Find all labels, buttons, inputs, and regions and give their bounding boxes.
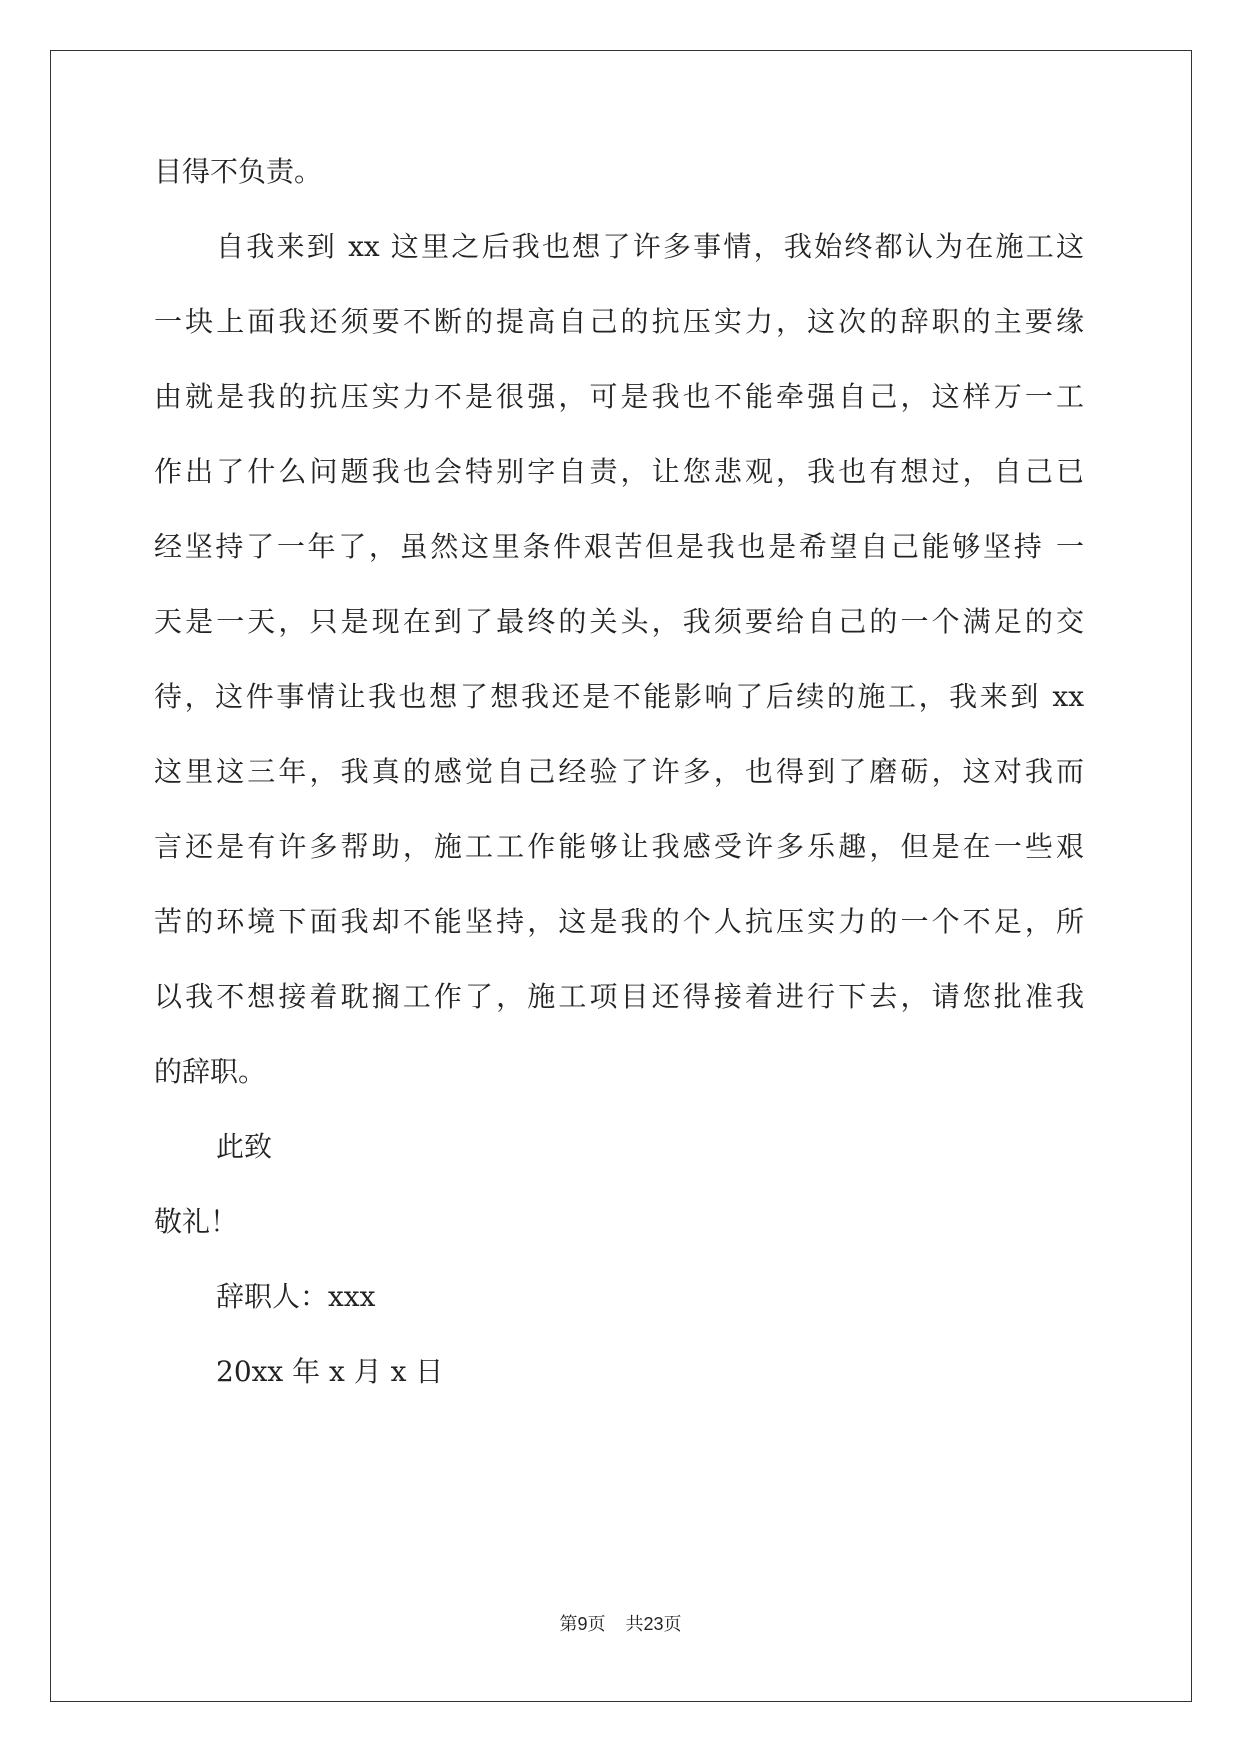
date-line: 20xx 年 x 月 x 日 [216, 1355, 444, 1388]
body-line: 天是一天，只是现在到了最终的关头，我须要给自己的一个满足的交 [154, 605, 1084, 638]
closing-text: 此致 [216, 1130, 273, 1163]
footer-total-unit: 页 [663, 1614, 682, 1635]
body-line: 由就是我的抗压实力不是很强，可是我也不能牵强自己，这样万一工 [154, 380, 1084, 413]
footer-page-number: 9 [577, 1614, 588, 1634]
body-line: 言还是有许多帮助，施工工作能够让我感受许多乐趣，但是在一些艰 [154, 830, 1084, 863]
body-line: 自我来到 xx 这里之后我也想了许多事情，我始终都认为在施工这 [216, 230, 1084, 263]
body-line: 经坚持了一年了，虽然这里条件艰苦但是我也是希望自己能够坚持 一 [154, 530, 1084, 563]
body-line: 一块上面我还须要不断的提高自己的抗压实力，这次的辞职的主要缘 [154, 305, 1084, 338]
footer-total-prefix: 共 [625, 1614, 644, 1635]
body-line: 的辞职。 [154, 1055, 267, 1088]
signature-line: 辞职人：xxx [216, 1280, 376, 1313]
salutation-text: 敬礼！ [154, 1205, 239, 1238]
body-line: 作出了什么问题我也会特别字自责，让您悲观，我也有想过，自己已 [154, 455, 1084, 488]
body-line: 以我不想接着耽搁工作了，施工项目还得接着进行下去，请您批准我 [154, 980, 1084, 1013]
body-line: 待，这件事情让我也想了想我还是不能影响了后续的施工，我来到 xx [154, 680, 1084, 713]
body-line: 目得不负责。 [154, 155, 323, 188]
body-line: 这里这三年，我真的感觉自己经验了许多，也得到了磨砺，这对我而 [154, 755, 1084, 788]
footer-prefix: 第 [559, 1614, 578, 1635]
page-border [50, 50, 1192, 1702]
footer-page-unit: 页 [587, 1614, 606, 1635]
footer-total-pages: 23 [643, 1614, 664, 1634]
body-line: 苦的环境下面我却不能坚持，这是我的个人抗压实力的一个不足，所 [154, 905, 1084, 938]
page-footer [0, 1612, 1241, 1637]
